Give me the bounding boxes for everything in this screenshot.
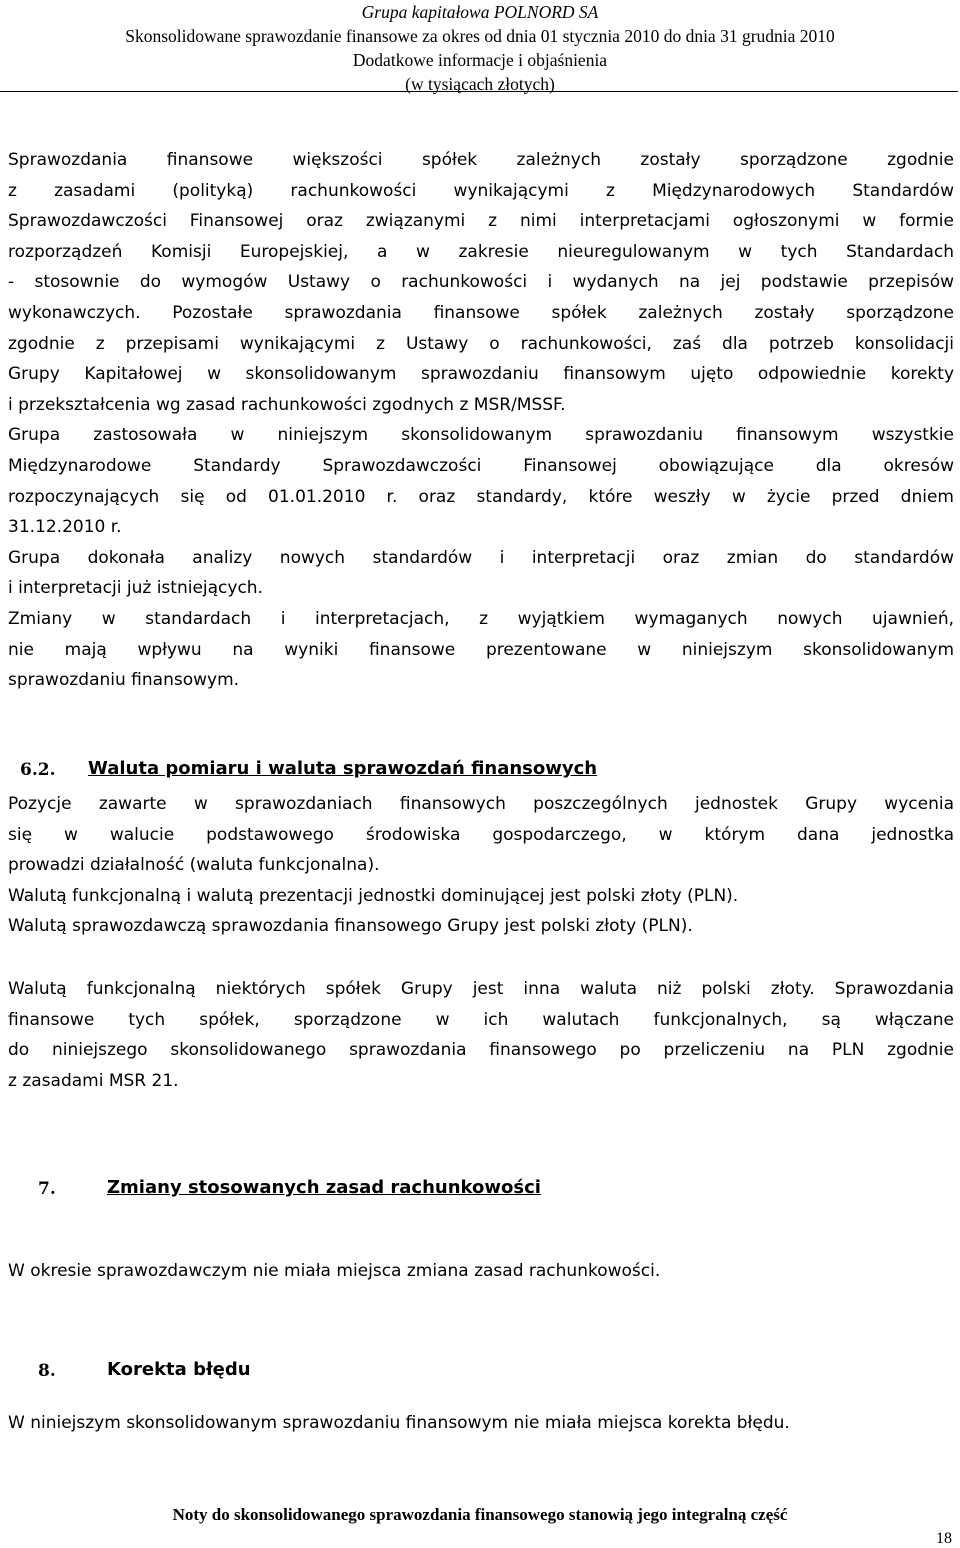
section-title: Waluta pomiaru i waluta sprawozdań finansowych — [88, 758, 598, 779]
text-line: Walutą sprawozdawczą sprawozdania finansowego Grupy jest polski złoty (PLN). — [8, 916, 693, 937]
report-title: Skonsolidowane sprawozdanie finansowe za okres od dnia 01 stycznia 2010 do dnia 31 grudnia 2010 — [125, 26, 835, 46]
text-line: z zasadami (polityką) rachunkowości wynikającymi z Międzynarodowych Standardów — [8, 180, 954, 201]
text-line: sprawozdaniu finansowym. — [8, 670, 240, 691]
text-line: zgodnie z przepisami wynikającymi z Ustawy o rachunkowości, zaś dla potrzeb konsolidacji — [8, 333, 954, 354]
text-line: Pozycje zawarte w sprawozdaniach finansowych poszczególnych jednostek Grupy wycenia — [8, 794, 954, 814]
section-number: 8. — [38, 1361, 56, 1381]
text-line: finansowe tych spółek, sporządzone w ich walutach funkcjonalnych, są włączane — [8, 1009, 954, 1030]
text-line: Sprawozdawczości Finansowej oraz związanymi z nimi interpretacjami ogłoszonymi w formie — [8, 211, 954, 232]
company-name: Grupa kapitałowa POLNORD SA — [361, 2, 599, 22]
text-line: Grupa dokonała analizy nowych standardów i interpretacji oraz zmian do standardów — [8, 547, 954, 568]
text-line: z zasadami MSR 21. — [8, 1070, 179, 1091]
text-line: W okresie sprawozdawczym nie miała miejsca zmiana zasad rachunkowości. — [8, 1261, 661, 1281]
footer-note: Noty do skonsolidowanego sprawozdania finansowego stanowią jego integralną część — [172, 1505, 788, 1524]
section-number: 7. — [38, 1179, 56, 1199]
currency-text — [8, 789, 954, 942]
page-header — [0, 0, 960, 96]
section-number: 6.2. — [20, 760, 56, 780]
units-note: (w tysiącach złotych) — [405, 74, 555, 94]
section-title: Zmiany stosowanych zasad rachunkowości — [107, 1177, 541, 1198]
text-line: Walutą funkcjonalną niektórych spółek Grupy jest inna waluta niż polski złoty. Sprawozdania — [8, 979, 954, 999]
text-line: - stosownie do wymogów Ustawy o rachunkowości i wydanych na jej podstawie przepisów — [8, 272, 954, 293]
text-line: W niniejszym skonsolidowanym sprawozdaniu finansowym nie miała miejsca korekta błędu. — [8, 1413, 790, 1433]
text-line: prowadzi działalność (waluta funkcjonalna). — [8, 855, 380, 876]
text-line: i przekształcenia wg zasad rachunkowości zgodnych z MSR/MSSF. — [8, 394, 566, 415]
text-line: rozporządzeń Komisji Europejskiej, a w zakresie nieuregulowanym w tych Standardach — [8, 241, 954, 262]
text-line: i interpretacji już istniejących. — [8, 578, 263, 599]
section-7-text — [8, 1256, 954, 1287]
text-line: nie mają wpływu na wyniki finansowe prezentowane w niniejszym skonsolidowanym — [8, 639, 954, 660]
text-line: Grupy Kapitałowej w skonsolidowanym sprawozdaniu finansowym ujęto odpowiednie korekty — [8, 364, 954, 385]
text-line: Sprawozdania finansowe większości spółek zależnych zostały sporządzone zgodnie — [8, 150, 954, 170]
page-number: 18 — [936, 1530, 952, 1547]
text-line: Międzynarodowe Standardy Sprawozdawczości Finansowej obowiązujące dla okresów — [8, 455, 954, 476]
currency-text-2 — [8, 974, 954, 1096]
text-line: 31.12.2010 r. — [8, 517, 122, 538]
section-title: Dodatkowe informacje i objaśnienia — [352, 50, 608, 70]
text-line: Grupa zastosowała w niniejszym skonsolidowanym sprawozdaniu finansowym wszystkie — [8, 425, 954, 446]
text-line: Zmiany w standardach i interpretacjach, z wyjątkiem wymaganych nowych ujawnień, — [8, 608, 954, 629]
section-8-text — [8, 1408, 954, 1439]
accounting-policies-text — [8, 145, 954, 696]
text-line: się w walucie podstawowego środowiska gospodarczego, w którym dana jednostka — [8, 824, 954, 845]
text-line: rozpoczynających się od 01.01.2010 r. oraz standardy, które weszły w życie przed dniem — [8, 486, 954, 507]
section-title: Korekta błędu — [107, 1359, 251, 1380]
text-line: wykonawczych. Pozostałe sprawozdania finansowe spółek zależnych zostały sporządzone — [8, 302, 954, 323]
text-line: do niniejszego skonsolidowanego sprawozdania finansowego po przeliczeniu na PLN zgodnie — [8, 1040, 954, 1061]
header-divider — [0, 91, 958, 92]
text-line: Walutą funkcjonalną i walutą prezentacji jednostki dominującej jest polski złoty (PLN). — [8, 885, 739, 906]
